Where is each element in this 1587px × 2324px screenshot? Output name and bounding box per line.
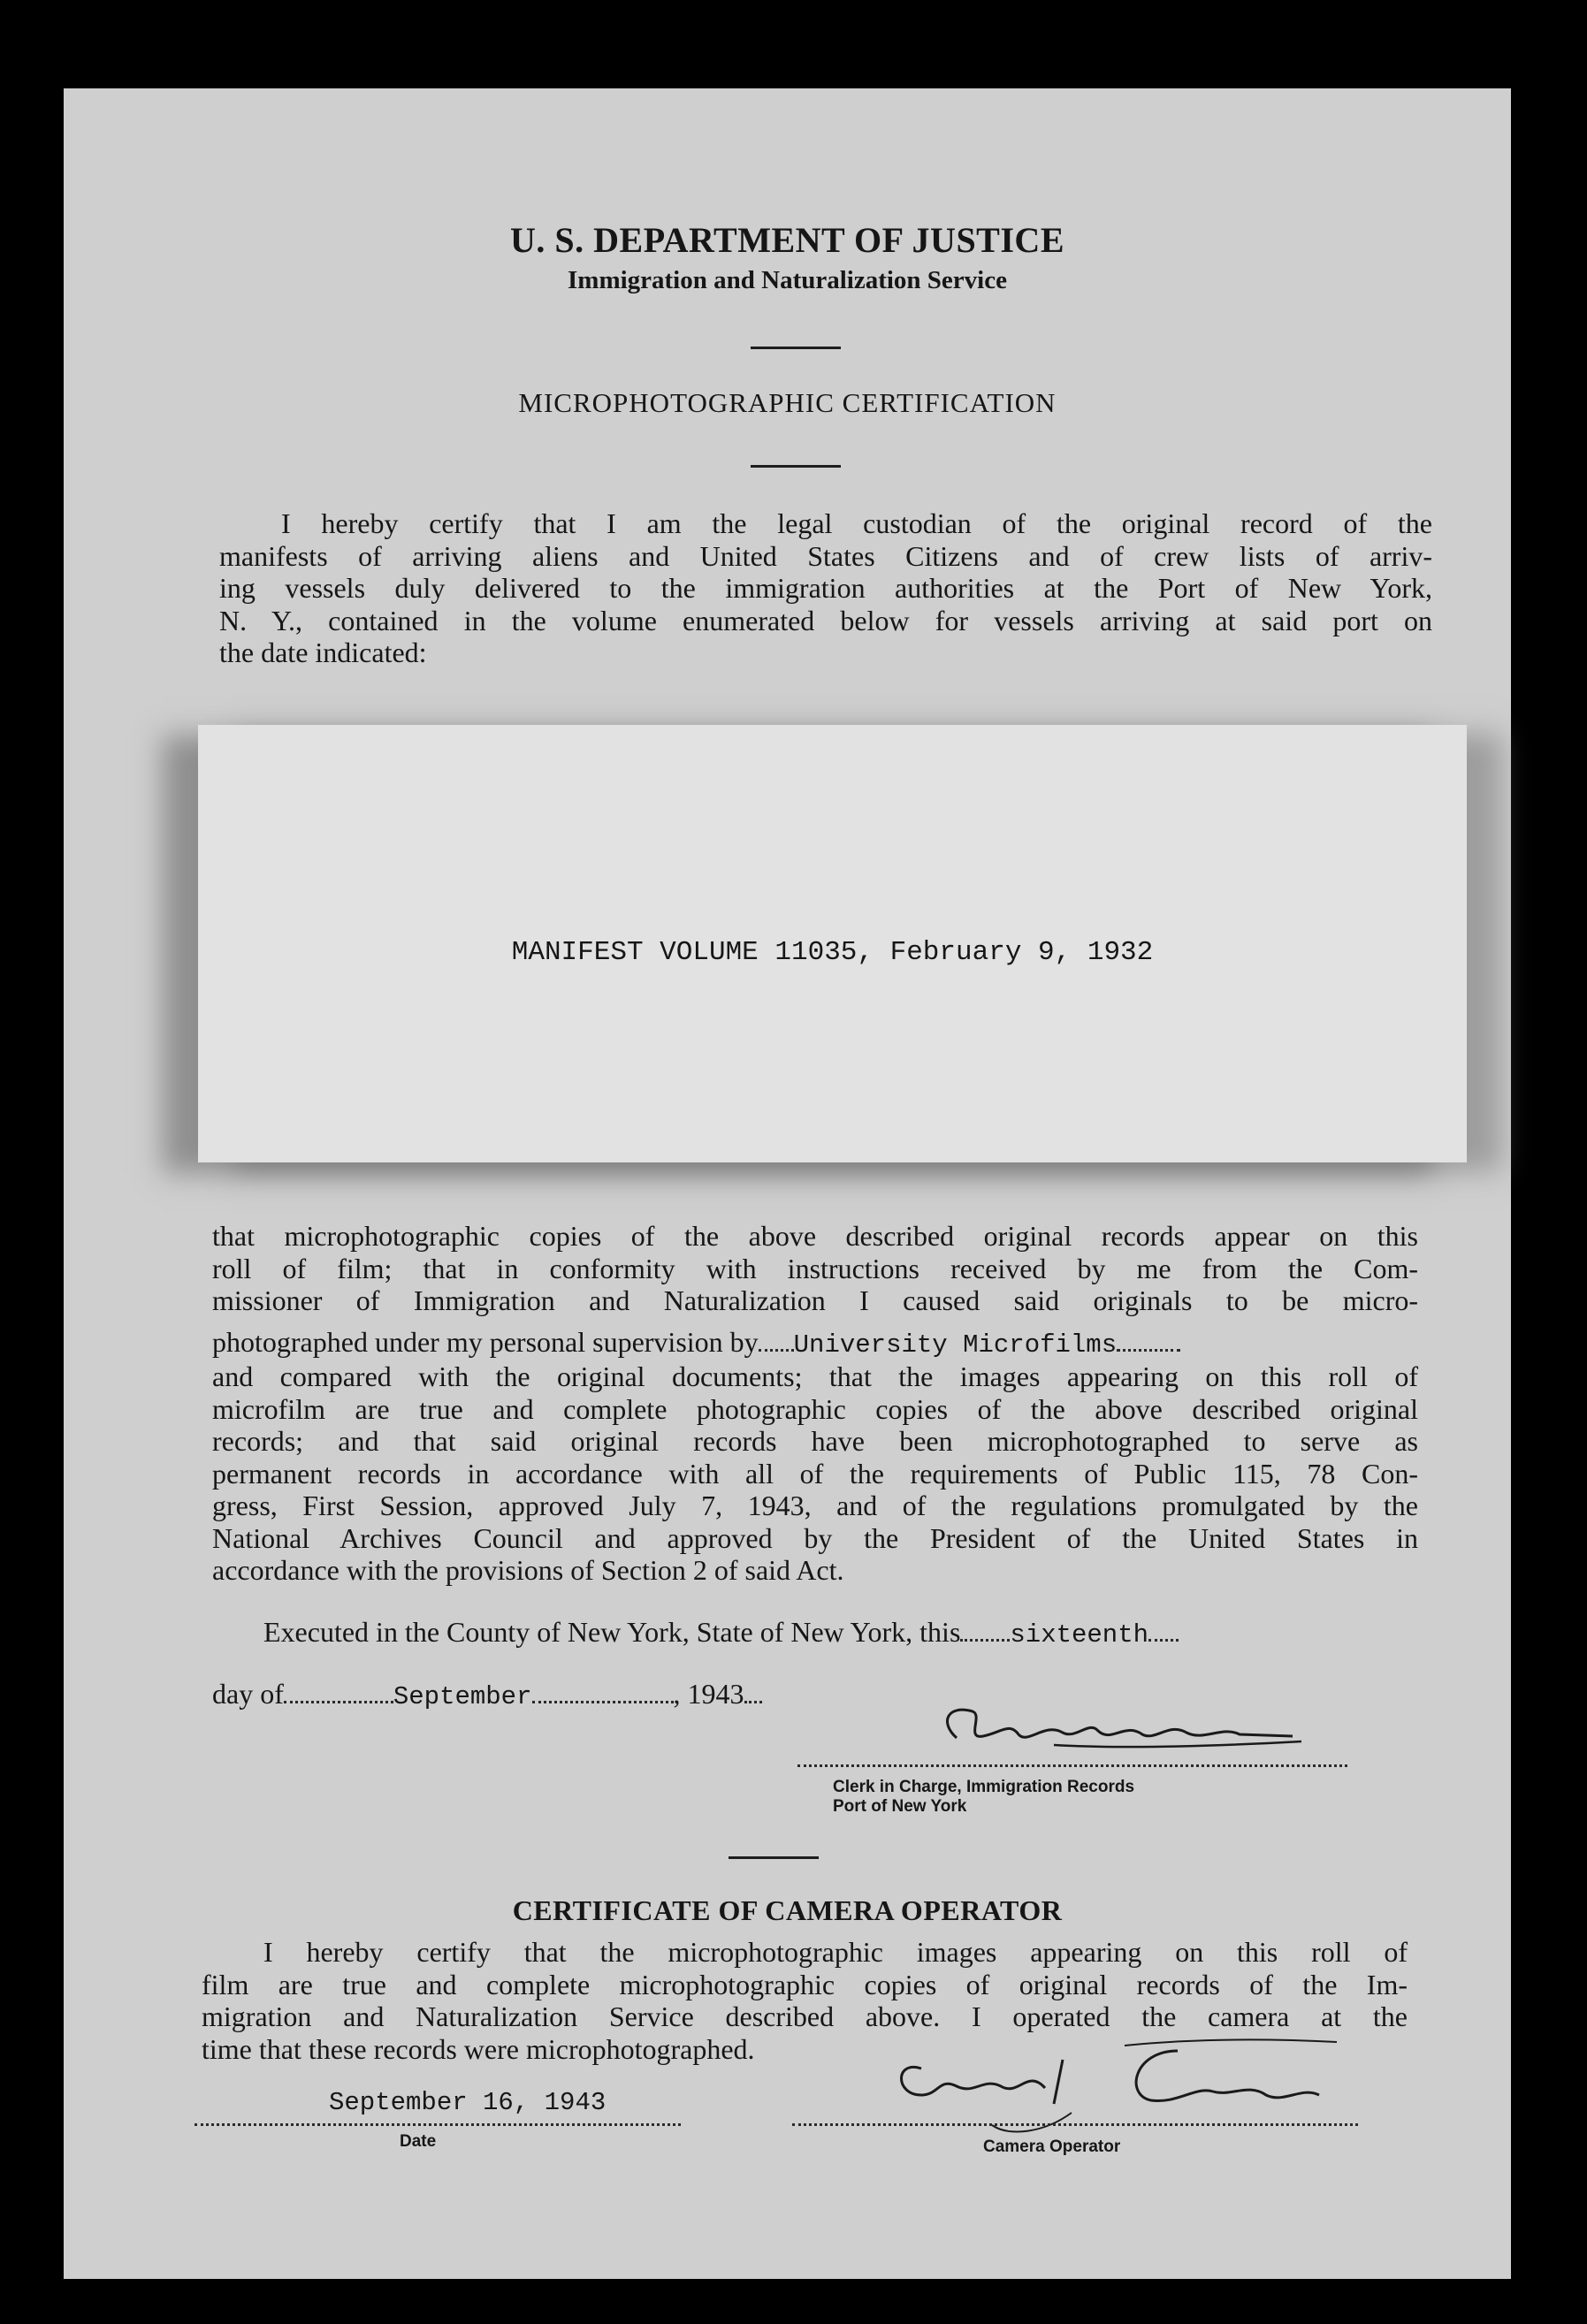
executed-prefix: Executed in the County of New York, State of New York, this [263, 1616, 961, 1648]
paragraph-line: time that these records were microphotographed. [202, 2032, 755, 2065]
paragraph-line: permanent records in accordance with all of the requirements of Public 115, 78 Con- [212, 1457, 1418, 1490]
dotted-leader [284, 1701, 393, 1703]
paragraph-line: and compared with the original documents; that the images appearing on this roll of [212, 1360, 1418, 1392]
date-label: Date [400, 2132, 437, 2151]
clerk-title-line: Clerk in Charge, Immigration Records [833, 1778, 1135, 1796]
paragraph-line: I hereby certify that I am the legal custodian of the original record of the [281, 507, 1432, 539]
divider-rule [751, 465, 841, 468]
intro-paragraph [219, 507, 1432, 669]
dotted-leader [1117, 1349, 1180, 1352]
body-paragraph-continued [212, 1360, 1418, 1587]
body-paragraph [212, 1220, 1418, 1317]
manifest-card [198, 725, 1467, 1162]
paragraph-line: gress, First Session, approved July 7, 1943, and of the regulations promulgated by the [212, 1490, 1418, 1521]
supervision-prefix: photographed under my personal supervision by [212, 1326, 759, 1358]
department-heading: U. S. DEPARTMENT OF JUSTICE [510, 220, 1064, 260]
executed-day: sixteenth [1010, 1620, 1149, 1650]
manifest-volume-text: MANIFEST VOLUME 11035, February 9, 1932 [511, 937, 1154, 968]
paragraph-line: migration and Naturalization Service described above. I operated the camera at the [202, 2000, 1408, 2032]
camera-date-value: September 16, 1943 [329, 2088, 607, 2117]
service-subheading: Immigration and Naturalization Service [568, 266, 1007, 294]
clerk-title [833, 1778, 1134, 1817]
certificate-sheet [64, 88, 1511, 2279]
year-value: , 1943 [673, 1678, 744, 1710]
paragraph-line: ing vessels duly delivered to the immigration authorities at the Port of New York, [219, 572, 1432, 604]
supervisor-name: University Microfilms [793, 1330, 1118, 1360]
supervision-line [212, 1326, 1418, 1360]
operator-label: Camera Operator [983, 2137, 1121, 2156]
paragraph-line: manifests of arriving aliens and United States Citizens and of crew lists of arriv- [219, 539, 1432, 572]
dotted-leader [744, 1701, 762, 1703]
clerk-signature-line [797, 1764, 1347, 1767]
form-title: MICROPHOTOGRAPHIC CERTIFICATION [518, 387, 1057, 418]
dotted-leader [759, 1349, 794, 1352]
dotted-leader [532, 1701, 674, 1703]
paragraph-line: microfilm are true and complete photographic copies of the above described original [212, 1392, 1418, 1425]
date-line [195, 2123, 681, 2126]
paragraph-line: I hereby certify that the microphotographic images appearing on this roll of [263, 1936, 1408, 1968]
paragraph-line: accordance with the provisions of Section 2 of said Act. [212, 1554, 844, 1586]
divider-rule [729, 1856, 819, 1859]
camera-certificate-title: CERTIFICATE OF CAMERA OPERATOR [512, 1894, 1063, 1926]
operator-signature-line [792, 2123, 1358, 2126]
paragraph-line: records; and that said original records have been microphotographed to serve as [212, 1425, 1418, 1457]
paragraph-line: missioner of Immigration and Naturalization I caused said originals to be micro- [212, 1284, 1418, 1316]
clerk-signature-icon [921, 1695, 1346, 1766]
divider-rule [751, 347, 841, 349]
paragraph-line: the date indicated: [219, 636, 427, 668]
dotted-leader [960, 1639, 1010, 1642]
executed-line [263, 1616, 1179, 1650]
paragraph-line: National Archives Council and approved by the President of the United States in [212, 1521, 1418, 1554]
paragraph-line: film are true and complete microphotographic copies of original records of the Im- [202, 1968, 1408, 2000]
day-of-prefix: day of [212, 1678, 284, 1710]
dotted-leader [1148, 1639, 1179, 1642]
month-value: September [393, 1682, 532, 1711]
paragraph-line: roll of film; that in conformity with instructions received by me from the Com- [212, 1252, 1418, 1284]
clerk-title-line: Port of New York [833, 1797, 967, 1816]
paragraph-line: N. Y., contained in the volume enumerated below for vessels arriving at said port on [219, 604, 1432, 636]
paragraph-line: that microphotographic copies of the above described original records appear on this [212, 1220, 1418, 1252]
day-of-line [212, 1678, 762, 1711]
